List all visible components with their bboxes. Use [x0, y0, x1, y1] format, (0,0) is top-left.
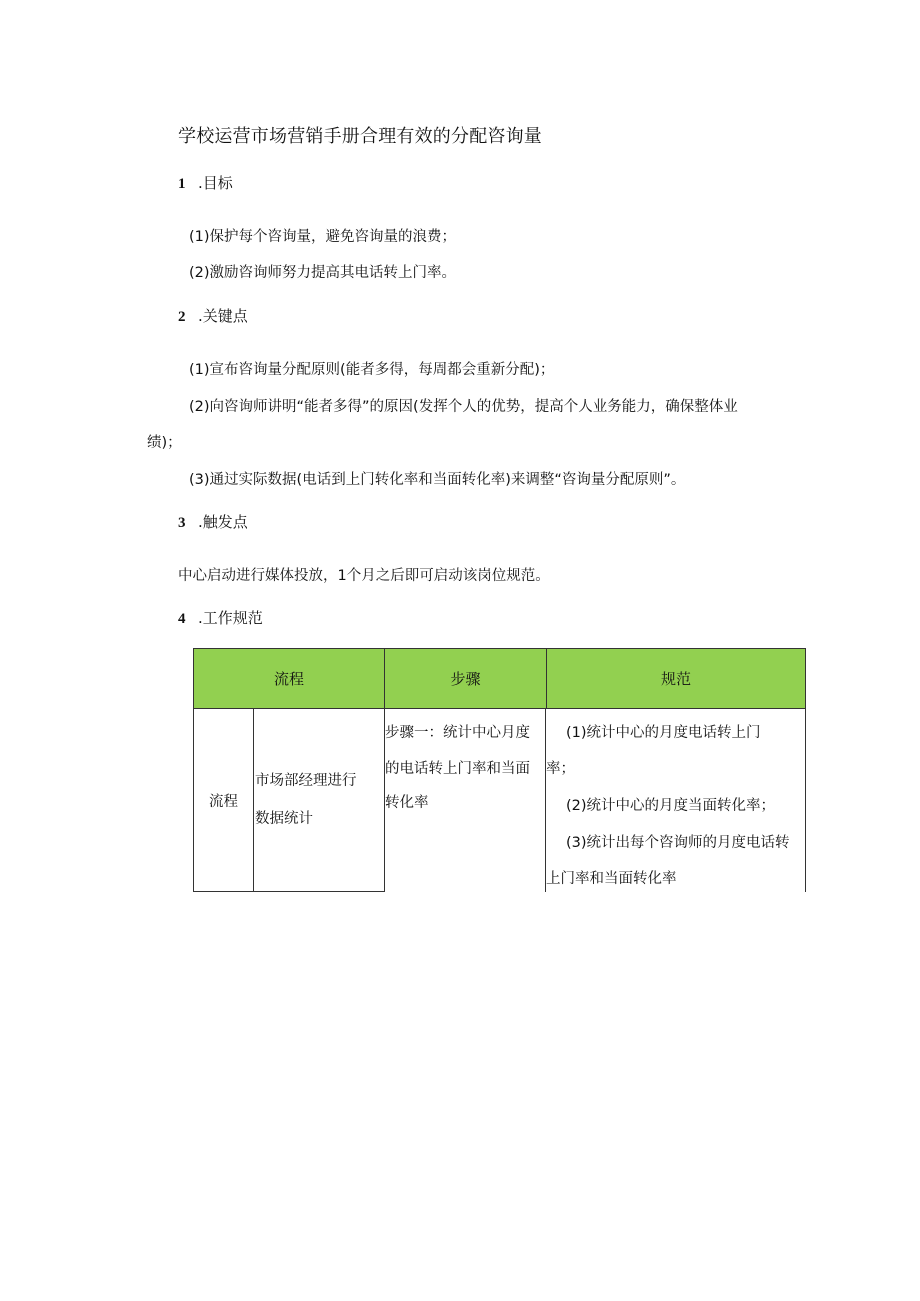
section-1-item-1: (1)保护每个咨询量，避免咨询量的浪费；: [189, 229, 457, 245]
section-2-heading: [178, 305, 248, 328]
section-1-number: 1: [178, 176, 186, 192]
step-line-3: 转化率: [385, 795, 429, 811]
page-title: 学校运营市场营销手册合理有效的分配咨询量: [178, 126, 542, 147]
spec-line-3: (2)统计中心的月度当面转化率；: [566, 798, 776, 814]
section-3-heading: [178, 511, 248, 534]
section-2-item-1: (1)宣布咨询量分配原则(能者多得，每周都会重新分配)；: [189, 362, 555, 378]
table-cell-spec: [545, 708, 806, 892]
step-line-2: 的电话转上门率和当面: [385, 761, 530, 777]
spec-line-4: (3)统计出每个咨询师的月度电话转: [566, 835, 790, 851]
step-line-1: 步骤一：统计中心月度: [385, 725, 530, 741]
section-1-title: .目标: [198, 174, 233, 192]
table-header-spec: 规范: [546, 648, 806, 709]
table-cell-step: [384, 708, 547, 892]
table-cell-process: [193, 708, 254, 892]
section-2-title: .关键点: [198, 307, 248, 325]
table-header-step: 步骤: [384, 648, 547, 709]
process-label: 流程: [209, 793, 238, 810]
section-1-item-2: (2)激励咨询师努力提高其电话转上门率。: [189, 265, 457, 281]
section-2-number: 2: [178, 309, 186, 325]
section-3-item-1: 中心启动进行媒体投放，1个月之后即可启动该岗位规范。: [178, 568, 550, 584]
work-spec-table: [193, 648, 806, 892]
section-2-item-2-continued: 绩)；: [147, 435, 182, 451]
spec-line-1: (1)统计中心的月度电话转上门: [566, 725, 761, 741]
sub-process-line-1: 市场部经理进行: [255, 773, 357, 789]
section-4-title: .工作规范: [198, 609, 263, 627]
section-1-heading: [178, 172, 233, 195]
table-header-process: 流程: [193, 648, 385, 709]
table-cell-sub-process: [253, 708, 385, 892]
section-4-heading: [178, 607, 263, 630]
section-3-title: .触发点: [198, 513, 248, 531]
section-3-number: 3: [178, 515, 186, 531]
spec-line-5: 上门率和当面转化率: [546, 871, 677, 887]
section-2-item-2: (2)向咨询师讲明“能者多得”的原因(发挥个人的优势，提高个人业务能力，确保整体业: [189, 399, 738, 415]
section-2-item-3: (3)通过实际数据(电话到上门转化率和当面转化率)来调整“咨询量分配原则”。: [189, 472, 686, 488]
sub-process-line-2: 数据统计: [255, 811, 313, 827]
spec-line-2: 率；: [546, 761, 575, 777]
section-4-number: 4: [178, 611, 186, 627]
